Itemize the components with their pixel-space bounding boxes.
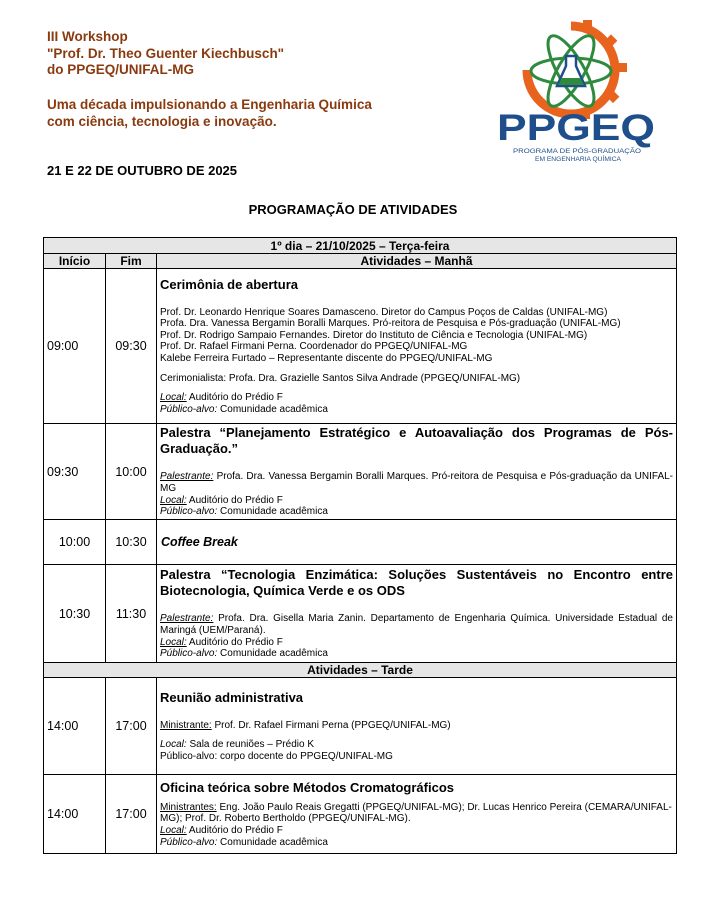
location-value: Auditório do Prédio F	[188, 636, 283, 648]
audience-line	[160, 837, 673, 849]
audience-line: Público-alvo: corpo docente do PPGEQ/UNIFAL-MG	[160, 750, 393, 762]
audience-label: Público-alvo:	[160, 648, 218, 660]
end-time: 10:00	[106, 424, 157, 520]
table-row	[44, 678, 677, 775]
activity-cell	[157, 565, 677, 663]
start-time: 14:00	[44, 775, 106, 854]
minister-line	[160, 720, 673, 732]
end-time: 17:00	[106, 775, 157, 854]
start-time: 14:00	[44, 678, 106, 775]
participant-line: Prof. Dr. Rodrigo Sampaio Fernandes. Diretor do Instituto de Ciência e Tecnologia (UNIFAL-MG)	[160, 329, 588, 341]
activity-title: Oficina teórica sobre Métodos Cromatográficos	[160, 779, 455, 795]
ministers-label: Ministrantes:	[160, 801, 217, 813]
speaker-line	[160, 471, 673, 494]
speaker-line	[160, 613, 673, 636]
logo-text: PPGEQ	[497, 107, 655, 148]
col-activities-header: Atividades – Manhã	[157, 254, 677, 269]
audience-value: Comunidade acadêmica	[220, 506, 328, 518]
participant-line: Prof. Dr. Rafael Firmani Perna. Coordenador do PPGEQ/UNIFAL-MG	[160, 341, 468, 353]
audience-label: Público-alvo:	[160, 403, 218, 415]
table-row	[44, 565, 677, 663]
afternoon-header-row	[44, 663, 677, 678]
location-line	[160, 825, 673, 837]
speaker-label: Palestrante:	[160, 613, 214, 625]
location-label: Local:	[160, 636, 187, 648]
audience-line	[160, 506, 673, 518]
start-time: 09:00	[44, 269, 106, 424]
participant-line: Prof. Dr. Leonardo Henrique Soares Damasceno. Diretor do Campus Poços de Caldas (UNIFAL-MG)	[160, 306, 608, 318]
workshop-title-line1: III Workshop	[47, 29, 128, 44]
tagline-line1: Uma década impulsionando a Engenharia Química	[47, 97, 372, 112]
end-time: 11:30	[106, 565, 157, 663]
audience-label: Público-alvo:	[160, 506, 218, 518]
activity-title: Reunião administrativa	[160, 689, 304, 705]
program-title: PROGRAMAÇÃO DE ATIVIDADES	[248, 202, 458, 217]
activity-title: Palestra “Planejamento Estratégico e Autoavaliação dos Programas de Pós-Graduação.”	[160, 425, 673, 457]
location-value: Sala de reuniões – Prédio K	[189, 739, 314, 751]
location-label: Local:	[160, 392, 187, 404]
col-end-header: Fim	[106, 254, 157, 269]
start-time: 09:30	[44, 424, 106, 520]
location-value: Auditório do Prédio F	[188, 825, 283, 836]
tagline-line2: com ciência, tecnologia e inovação.	[47, 113, 277, 129]
location-line	[160, 637, 673, 649]
audience-line	[160, 404, 673, 416]
column-header-row	[44, 254, 677, 269]
audience-value: Comunidade acadêmica	[220, 836, 328, 848]
location-value: Auditório do Prédio F	[188, 392, 283, 404]
minister-value: Prof. Dr. Rafael Firmani Perna (PPGEQ/UNIFAL-MG)	[214, 719, 451, 731]
end-time: 10:30	[106, 520, 157, 565]
ppgeq-logo	[493, 16, 663, 166]
location-label: Local:	[160, 494, 187, 506]
afternoon-header: Atividades – Tarde	[44, 663, 677, 678]
location-line	[160, 392, 673, 404]
activity-title: Coffee Break	[161, 535, 238, 549]
activity-cell	[157, 678, 677, 775]
logo-subtitle-line2: EM ENGENHARIA QUÍMICA	[535, 157, 613, 163]
minister-label: Ministrante:	[160, 719, 212, 731]
audience-label: Público-alvo:	[160, 836, 218, 848]
start-time: 10:30	[44, 565, 106, 663]
activity-cell	[157, 775, 677, 854]
location-line	[160, 739, 673, 751]
tagline	[47, 97, 372, 130]
audience-value: Comunidade acadêmica	[220, 648, 328, 660]
event-date: 21 E 22 DE OUTUBRO DE 2025	[47, 163, 238, 178]
audience-line	[160, 648, 673, 660]
workshop-title	[47, 29, 284, 79]
activity-cell	[157, 520, 677, 565]
location-label: Local:	[160, 825, 187, 836]
participant-line: Profa. Dra. Vanessa Bergamin Boralli Marques. Pró-reitora de Pesquisa e Pós-graduação (UNIFAL-MG)	[160, 318, 621, 330]
activity-cell	[157, 424, 677, 520]
workshop-title-line3: do PPGEQ/UNIFAL-MG	[47, 62, 194, 77]
location-line	[160, 495, 673, 507]
ministers-value: Eng. João Paulo Reais Gregatti (PPGEQ/UNIFAL-MG); Dr. Lucas Henrico Pereira (CEMARA/UNIFAL-MG); Prof. Dr. Roberto Bertholdo (PPGEQ/UNIFAL-MG).	[160, 801, 672, 825]
participant-line: Kalebe Ferreira Furtado – Representante discente do PPGEQ/UNIFAL-MG	[160, 353, 493, 364]
end-time: 09:30	[106, 269, 157, 424]
activity-title: Cerimônia de abertura	[160, 276, 298, 292]
speaker-label: Palestrante:	[160, 471, 214, 483]
day-header: 1º dia – 21/10/2025 – Terça-feira	[44, 238, 677, 254]
location-value: Auditório do Prédio F	[188, 494, 283, 506]
ceremonialist-line: Cerimonialista: Profa. Dra. Grazielle Santos Silva Andrade (PPGEQ/UNIFAL-MG)	[160, 372, 521, 384]
workshop-title-line2: "Prof. Dr. Theo Guenter Kiechbusch"	[47, 45, 285, 61]
activity-cell	[157, 269, 677, 424]
logo-subtitle-line1: PROGRAMA DE PÓS-GRADUAÇÃO	[513, 149, 613, 155]
start-time: 10:00	[44, 520, 106, 565]
speaker-value: Profa. Dra. Vanessa Bergamin Boralli Marques. Pró-reitora de Pesquisa e Pós-graduação da UNIFAL-MG	[160, 471, 674, 494]
table-row	[44, 520, 677, 565]
day-header-row	[44, 238, 677, 254]
speaker-value: Profa. Dra. Gisella Maria Zanin. Departamento de Engenharia Química. Universidade Estadual de Maringá (UEM/Paraná).	[160, 613, 673, 636]
table-row	[44, 424, 677, 520]
table-row	[44, 269, 677, 424]
audience-value: Comunidade acadêmica	[220, 403, 328, 415]
col-start-header: Início	[44, 254, 106, 269]
end-time: 17:00	[106, 678, 157, 775]
table-row	[44, 775, 677, 854]
schedule-table	[43, 237, 677, 854]
location-label: Local:	[160, 739, 187, 751]
ministers-line	[160, 802, 673, 825]
activity-title: Palestra “Tecnologia Enzimática: Soluções Sustentáveis no Encontro entre Biotecnologia, Química Verde e os ODS	[160, 567, 673, 599]
